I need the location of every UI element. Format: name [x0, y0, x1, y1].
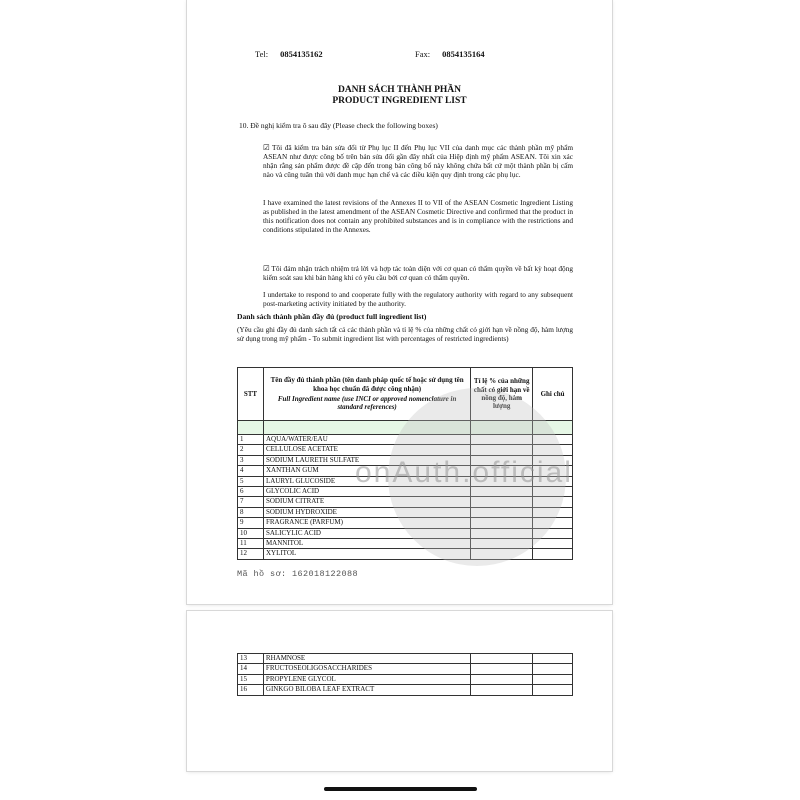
ingredient-name: SODIUM LAURETH SULFATE	[263, 455, 470, 465]
ingredient-table-continued	[237, 653, 573, 696]
row-number: 8	[238, 507, 264, 517]
ingredient-name: LAURYL GLUCOSIDE	[263, 476, 470, 486]
ingredient-name: XANTHAN GUM	[263, 466, 470, 476]
document-page-2	[187, 611, 612, 771]
watermark-text: onAuth.official	[355, 456, 573, 489]
tel-value: 0854135162	[280, 49, 323, 59]
check2-en: I undertake to respond to and cooperate fully with the regulatory authority with regard to any subsequent post-marketing activity initiated by the authority.	[263, 290, 573, 309]
tel-line	[255, 49, 323, 59]
check1-vi: ☑ Tôi đã kiểm tra bản sửa đổi từ Phụ lục II đến Phụ lục VII của danh mục các thành phần mỹ phẩm ASEAN như được công bố trên bản sửa đổi gần đây nhất của Hiệp định mỹ phẩm ASEAN. Tôi xin xác nhận rằng sản phẩm được đề cập đến trong bản công bố này không chứa bất cứ một thành phần bị cấm nào và cũng tuân thủ với danh mục hạn chế và các điều kiện quy định trong các phụ lục.	[263, 143, 573, 180]
dossier-code: Mã hồ sơ: 162018122088	[237, 569, 359, 579]
col-name-en: Full Ingredient name (use INCI or approved nomenclature in standard references)	[277, 395, 457, 412]
fax-value: 0854135164	[442, 49, 485, 59]
ingredient-name: SODIUM HYDROXIDE	[263, 507, 470, 517]
note-cell	[533, 685, 573, 695]
ingredient-name: CELLULOSE ACETATE	[263, 445, 470, 455]
fax-line	[415, 49, 485, 59]
title-vi: DANH SÁCH THÀNH PHẦN	[337, 85, 462, 95]
row-number: 3	[238, 455, 264, 465]
row-number: 9	[238, 518, 264, 528]
tel-label: Tel:	[255, 49, 269, 59]
title-en: PRODUCT INGREDIENT LIST	[332, 96, 467, 106]
col-pct: Tỉ lệ % của những chất có giới hạn về nồng độ, hàm lượng	[471, 368, 533, 421]
ingredient-name: XYLITOL	[263, 549, 470, 559]
percentage-cell	[471, 685, 533, 695]
ingredient-name: GLYCOLIC ACID	[263, 487, 470, 497]
ingredient-name: FRUCTOSEOLIGOSACCHARIDES	[263, 664, 471, 674]
table-row	[238, 674, 573, 684]
row-number: 15	[238, 674, 264, 684]
section-heading: Danh sách thành phần đầy đủ (product full ingredient list)	[237, 312, 427, 321]
col-note: Ghi chú	[533, 368, 573, 421]
col-name-vi: Tên đầy đủ thành phần (tên danh pháp quốc tế hoặc sử dụng tên khoa học chuẩn đã được công nhận)	[270, 376, 464, 393]
col-stt: STT	[238, 368, 264, 421]
row-number: 7	[238, 497, 264, 507]
check2-vi: ☑ Tôi đảm nhận trách nhiệm trả lời và hợp tác toàn diện với cơ quan có thẩm quyền về bất kỳ hoạt động kiểm soát sau khi bán hàng khi có yêu cầu bởi cơ quan có thẩm quyền.	[263, 264, 573, 283]
note-cell	[533, 664, 573, 674]
ingredient-name: FRAGRANCE (PARFUM)	[263, 518, 470, 528]
percentage-cell	[471, 664, 533, 674]
row-number: 16	[238, 685, 264, 695]
percentage-cell	[471, 674, 533, 684]
note-cell	[533, 654, 573, 664]
fax-label: Fax:	[415, 49, 431, 59]
ingredient-name: PROPYLENE GLYCOL	[263, 674, 471, 684]
row-number: 4	[238, 466, 264, 476]
row-number: 6	[238, 487, 264, 497]
row-number: 2	[238, 445, 264, 455]
row-number: 14	[238, 664, 264, 674]
note-cell	[533, 674, 573, 684]
section-note: (Yêu cầu ghi đầy đủ danh sách tất cả các thành phần và tỉ lệ % của những chất có giới hạn về nồng độ, hàm lượng sử dụng trong mỹ phẩm - To submit ingredient list with percentages of restricted ingredients)	[237, 325, 573, 344]
row-number: 12	[238, 549, 264, 559]
percentage-cell	[471, 654, 533, 664]
ingredient-name: SALICYLIC ACID	[263, 528, 470, 538]
row-number: 1	[238, 435, 264, 445]
ingredient-name: AQUA/WATER/EAU	[263, 435, 470, 445]
row-number: 13	[238, 654, 264, 664]
table-row	[238, 664, 573, 674]
home-indicator[interactable]	[324, 787, 477, 791]
ingredient-name: RHAMNOSE	[263, 654, 471, 664]
check1-en: I have examined the latest revisions of the Annexes II to VII of the ASEAN Cosmetic Ingredient Listing as published in the latest amendment of the ASEAN Cosmetic Directive and confirmed that the product in this notification does not contain any prohibited substances and is in compliance with the restrictions and conditions stipulated in the Annexes.	[263, 198, 573, 235]
ingredient-name: SODIUM CITRATE	[263, 497, 470, 507]
table-row	[238, 685, 573, 695]
item-10: 10. Đề nghị kiểm tra ô sau đây (Please check the following boxes)	[239, 121, 438, 130]
ingredient-name: GINKGO BILOBA LEAF EXTRACT	[263, 685, 471, 695]
row-number: 10	[238, 528, 264, 538]
row-number: 11	[238, 539, 264, 549]
row-number: 5	[238, 476, 264, 486]
note-cell	[533, 549, 573, 559]
ingredient-name: MANNITOL	[263, 539, 470, 549]
table-row	[238, 654, 573, 664]
